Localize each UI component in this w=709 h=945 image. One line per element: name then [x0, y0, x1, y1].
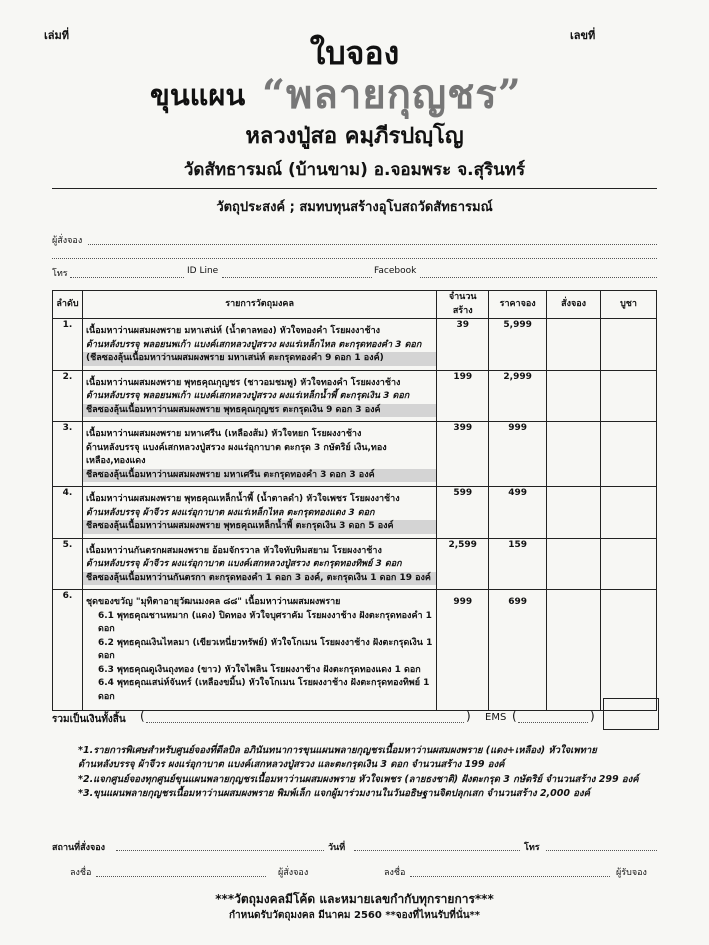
table-row — [53, 538, 657, 590]
order-cell[interactable] — [547, 422, 601, 487]
receiver-role-label: ผู้รับจอง — [616, 868, 647, 878]
row-number: 3. — [53, 422, 83, 487]
monk-name: หลวงปู่สอ คมฺภีรปญฺโญ — [245, 124, 464, 149]
col-item-header: รายการวัตถุมงคล — [82, 291, 436, 319]
sub-item: 6.3 พุทธคุณดูเงินถุงทอง (ขาว) หัวใจไพลิน โรยผงงาช้าง ฝังตะกรุดทองแดง 1 ดอก — [97, 664, 421, 675]
row-number: 1. — [53, 319, 83, 371]
item-description — [82, 370, 436, 422]
col-qty-header: จำนวนสร้าง — [437, 291, 489, 319]
date-label: วันที่ — [328, 843, 346, 853]
line-id-label: ID Line — [187, 266, 219, 276]
item-description — [82, 590, 436, 711]
orderer-field[interactable] — [88, 244, 657, 245]
col-order-header: สั่งจอง — [547, 291, 601, 319]
worship-cell[interactable] — [601, 422, 657, 487]
item-line: เนื้อมหาว่านผสมผงพราย พุทธคุณเหล็กน้ำพี้ (น้ำตาลดำ) หัวใจเพชร โรยผงงาช้าง — [85, 494, 400, 504]
item-line: ชุดของขวัญ "มุทิตาอายุวัฒนมงคล ๘๘" เนื้อมหาว่านผสมผงพราย — [85, 597, 341, 607]
item-bonus: (ชีลซองลุ้นเนื้อมหาว่านผสมผงพราย มหาเสน่ห์ ตะกรุดทองคำ 9 ดอก 1 องค์) — [83, 352, 436, 366]
ems-field[interactable] — [518, 722, 588, 723]
row-number: 6. — [53, 590, 83, 711]
sub-item: 6.1 พุทธคุณชานหมาก (แดง) ปิดทอง หัวใจบุศราคัม โรยผงงาช้าง ฝังตะกรุดทองคำ 1 ดอก — [97, 610, 432, 634]
item-line: เนื้อมหาว่านผสมผงพราย พุทธคุณกุญชร (ชาวอมชมพู) หัวใจทองคำ โรยผงงาช้าง — [85, 377, 401, 388]
book-number-label: เล่มที่ — [44, 29, 70, 42]
item-price: 159 — [489, 538, 547, 590]
footer-phone-label: โทร — [524, 843, 540, 853]
worship-cell[interactable] — [601, 590, 657, 711]
item-line: ด้านหลังบรรจุ พลอยนพเก้า แบงค์เสกหลวงปู่สรวง ผงแร่เหล็กน้ำพี้ ตะกรุดเงิน 3 ดอก — [85, 391, 410, 401]
col-price-header: ราคาจอง — [489, 291, 547, 319]
worship-cell[interactable] — [601, 370, 657, 422]
item-price: 499 — [489, 487, 547, 539]
col-worship-header: บูชา — [601, 291, 657, 319]
place-label: สถานที่สั่งจอง — [52, 843, 106, 853]
item-bonus: ชีลซองลุ้นเนื้อมหาว่านกันตรกา ตะกรุดทองคำ 1 ดอก 3 องค์, ตะกรุดเงิน 1 ดอก 19 องค์ — [83, 572, 436, 586]
total-label: รวมเป็นเงินทั้งสิ้น — [52, 714, 126, 725]
item-bonus: ชีลซองลุ้นเนื้อมหาว่านผสมผงพราย พุทธคุณเหล็กน้ำพี้ ตะกรุดเงิน 3 ดอก 5 องค์ — [83, 520, 436, 534]
grand-total-box[interactable] — [603, 698, 659, 730]
item-qty: 999 — [437, 590, 489, 711]
item-price: 999 — [489, 422, 547, 487]
item-price: 2,999 — [489, 370, 547, 422]
item-line: เนื้อมหาว่านผสมผงพราย มหาเศรีน (เหลืองส้ม) หัวใจหยก โรยผงงาช้าง — [85, 429, 362, 439]
col-no-header: ลำดับ — [53, 291, 83, 319]
note-line: *1.รายการพิเศษสำหรับศูนย์จองที่ดีลบิล อภินันทนาการขุนแผนพลายกุญชรเนื้อมหาว่านผสมผงพราย (แดง+เหลือง) หัวใจเพทาย — [78, 745, 597, 756]
item-qty: 2,599 — [437, 538, 489, 590]
subtitle-prefix: ขุนแผน — [150, 78, 246, 112]
receiver-sign-label: ลงชื่อ — [384, 868, 406, 878]
worship-cell[interactable] — [601, 538, 657, 590]
item-qty: 399 — [437, 422, 489, 487]
row-number: 5. — [53, 538, 83, 590]
order-cell[interactable] — [547, 370, 601, 422]
footer-note-pickup: กำหนดรับวัตถุมงคล มีนาคม 2560 **จองที่ไหนรับที่นั่น** — [228, 910, 481, 921]
sub-item: 6.2 พุทธคุณเงินไหลมา (เขียวเหนี่ยวทรัพย์) หัวใจโกเมน โรยผงงาช้าง ฝังตะกรุดเงิน 1 ดอก — [97, 637, 433, 661]
item-line: เนื้อมหาว่านกันตรกผสมผงพราย อ้อมจักรวาล หัวใจทับทิมสยาม โรยผงงาช้าง — [85, 545, 382, 556]
total-close-paren: ) — [466, 709, 471, 723]
note-line: ด้านหลังบรรจุ ผ้าจีวร ผงแร่อุกาบาต แบงค์เสกหลวงปู่สรวง และตะกรุดเงิน 3 ดอก จำนวนสร้าง 199 องค์ — [78, 759, 505, 771]
serial-number-label: เลขที่ — [570, 29, 596, 42]
footer-phone-field[interactable] — [546, 850, 657, 851]
item-description — [82, 487, 436, 539]
item-qty: 39 — [437, 319, 489, 371]
orderer-field-extra[interactable] — [52, 258, 657, 259]
item-description — [82, 422, 436, 487]
amulet-name: “พลายกุญชร” — [262, 71, 522, 118]
order-cell[interactable] — [547, 538, 601, 590]
table-row — [53, 319, 657, 371]
orderer-sign-label: ลงชื่อ — [70, 868, 92, 878]
item-line: ด้านหลังบรรจุ ผ้าจีวร ผงแร่อุกาบาต แบงค์เสกหลวงปู่สรวง ตะกรุดทองทิพย์ 3 ดอก — [85, 559, 402, 569]
phone-label: โทร — [52, 269, 68, 279]
phone-field[interactable] — [70, 277, 184, 278]
footer-note-code: ***วัตถุมงคลมีโค้ด และหมายเลขกำกับทุกรายการ*** — [215, 892, 494, 906]
sub-item: 6.4 พุทธคุณเสน่ห์จันทร์ (เหลืองขมิ้น) หัวใจโกเมน โรยผงงาช้าง ฝังตะกรุดทองทิพย์ 1 ดอก — [97, 678, 430, 702]
page-title: ใบจอง — [309, 34, 400, 72]
table-row — [53, 422, 657, 487]
table-header-row — [53, 291, 657, 319]
table-row — [53, 590, 657, 711]
note-line: *3.ขุนแผนพลายกุญชรเนื้อมหาว่านผสมผงพราย พิมพ์เล็ก แจกผู้มาร่วมงานในวันอธิษฐานจิตปลุกเสก จำนวนสร้าง 2,000 องค์ — [78, 787, 591, 799]
facebook-label: Facebook — [374, 266, 417, 276]
order-cell[interactable] — [547, 487, 601, 539]
item-bonus: ชีลซองลุ้นเนื้อมหาว่านผสมผงพราย พุทธคุณกุญชร ตะกรุดเงิน 9 ดอก 3 องค์ — [83, 404, 436, 418]
divider — [52, 188, 657, 189]
table-row — [53, 487, 657, 539]
item-line: ด้านหลังบรรจุ แบงค์เสกหลวงปู่สรวง ผงแร่อุกาบาต ตะกรุด 3 กษัตริย์ เงิน,ทองเหลือง,ทองแดง — [85, 442, 387, 466]
orderer-sign-field[interactable] — [96, 876, 266, 877]
total-field[interactable] — [146, 722, 464, 723]
row-number: 2. — [53, 370, 83, 422]
item-price: 5,999 — [489, 319, 547, 371]
purpose-text: วัตถุประสงค์ ; สมทบทุนสร้างอุโบสถวัดสัทธารมณ์ — [216, 200, 493, 215]
orderer-label: ผู้สั่งจอง — [52, 236, 83, 246]
notes-block — [78, 744, 668, 801]
row-number: 4. — [53, 487, 83, 539]
order-cell[interactable] — [547, 590, 601, 711]
item-description — [82, 319, 436, 371]
date-field[interactable] — [354, 850, 520, 851]
order-table — [52, 290, 657, 711]
item-qty: 199 — [437, 370, 489, 422]
item-bonus: ชีลซองลุ้นเนื้อมหาว่านผสมผงพราย มหาเศรีน ตะกรุดทองคำ 3 ดอก 3 องค์ — [83, 469, 436, 483]
item-description — [82, 538, 436, 590]
ems-close-paren: ) — [590, 709, 595, 723]
receiver-sign-field[interactable] — [410, 876, 610, 877]
ems-open-paren: ( — [512, 709, 517, 723]
table-row — [53, 370, 657, 422]
item-line: เนื้อมหาว่านผสมผงพราย มหาเสน่ห์ (น้ำตาลทอง) หัวใจทองคำ โรยผงงาช้าง — [85, 326, 381, 336]
note-line: *2.แจกศูนย์จองทุกศูนย์ขุนแผนพลายกุญชรเนื้อมหาว่านผสมผงพราย หัวใจเพชร (ลายธงชาติ) ฝังตะกรุด 3 กษัตริย์ จำนวนสร้าง 299 องค์ — [78, 773, 639, 785]
worship-cell[interactable] — [601, 319, 657, 371]
item-line: ด้านหลังบรรจุ พลอยนพเก้า แบงค์เสกหลวงปู่สรวง ผงแร่เหล็กไหล ตะกรุดทองคำ 3 ดอก — [85, 339, 422, 350]
temple-name: วัดสัทธารมณ์ (บ้านขาม) อ.จอมพระ จ.สุรินทร์ — [183, 160, 526, 180]
order-cell[interactable] — [547, 319, 601, 371]
total-open-paren: ( — [140, 709, 145, 723]
item-line: ด้านหลังบรรจุ ผ้าจีวร ผงแร่อุกาบาต ผงแร่เหล็กไหล ตะกรุดทองแดง 3 ดอก — [85, 507, 375, 518]
worship-cell[interactable] — [601, 487, 657, 539]
facebook-field[interactable] — [420, 277, 657, 278]
ems-label: EMS — [485, 712, 507, 723]
item-qty: 599 — [437, 487, 489, 539]
orderer-role-label: ผู้สั่งจอง — [278, 868, 309, 878]
line-id-field[interactable] — [222, 277, 372, 278]
place-field[interactable] — [116, 850, 324, 851]
item-price: 699 — [489, 590, 547, 711]
